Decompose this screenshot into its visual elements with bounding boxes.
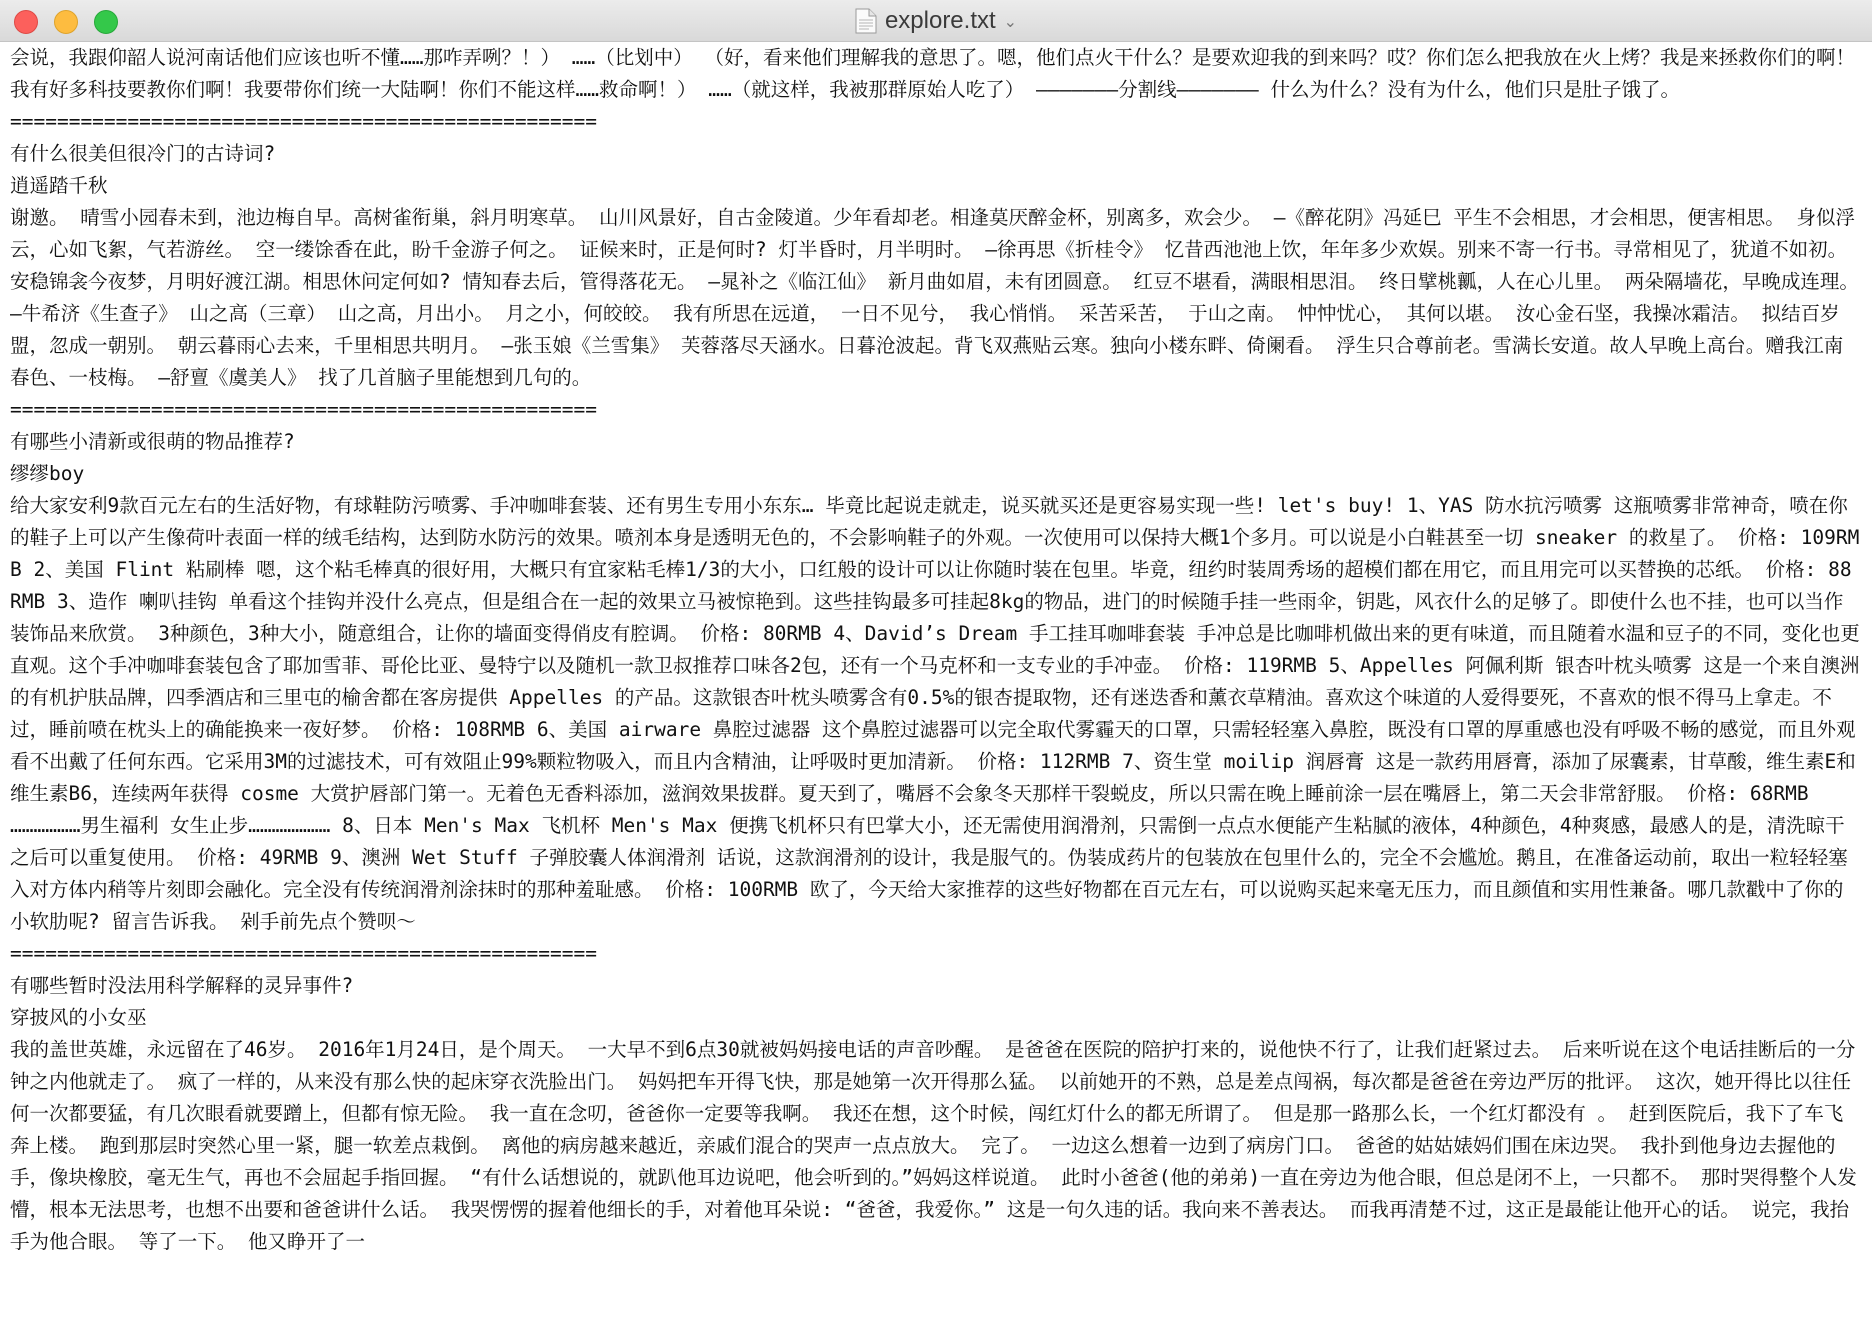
separator-line: ================================================== bbox=[10, 110, 597, 133]
question-title: 有什么很美但很冷门的古诗词? bbox=[10, 142, 276, 165]
chevron-down-icon[interactable]: ⌄ bbox=[1003, 11, 1018, 31]
answer-author: 穿披风的小女巫 bbox=[10, 1006, 147, 1029]
window-title-area[interactable] bbox=[0, 0, 1872, 42]
separator-line: ================================================== bbox=[10, 398, 597, 421]
document-text-area[interactable] bbox=[0, 42, 1872, 1330]
separator-line: ================================================== bbox=[10, 942, 597, 965]
answer-body: 给大家安利9款百元左右的生活好物，有球鞋防污喷雾、手冲咖啡套装、还有男生专用小东东… 毕竟比起说走就走，说买就买还是更容易实现一些! let's buy! 1、YAS 防水抗污喷雾 这瓶喷雾非常神奇，喷在你的鞋子上可以产生像荷叶表面一样的绒毛结构，达到防水防污的效果。喷剂本身是透明无色的，不会影响鞋子的外观。一次使用可以保持大概1个多月。可以说是小白鞋甚至一切 sneaker 的救星了。 价格: 109RMB 2、美国 Flint 粘刷棒 嗯，这个粘毛棒真的很好用，大概只有宜家粘毛棒1/3的大小，口红般的设计可以让你随时装在包里。毕竟，纽约时装周秀场的超模们都在用它，而且用完可以买替换的芯纸。 价格: 88RMB 3、造作 喇叭挂钩 单看这个挂钩并没什么亮点，但是组合在一起的效果立马被惊艳到。这些挂钩最多可挂起8kg的物品，进门的时候随手挂一些雨伞，钥匙，风衣什么的足够了。即使什么也不挂，也可以当作装饰品来欣赏。 3种颜色，3种大小，随意组合，让你的墙面变得俏皮有腔调。 价格: 80RMB 4、David’s Dream 手工挂耳咖啡套装 手冲总是比咖啡机做出来的更有味道，而且随着水温和豆子的不同，变化也更直观。这个手冲咖啡套装包含了耶加雪菲、哥伦比亚、曼特宁以及随机一款卫叔推荐口味各2包，还有一个马克杯和一支专业的手冲壶。 价格: 119RMB 5、Appelles 阿佩利斯 银杏叶枕头喷雾 这是一个来自澳洲的有机护肤品牌，四季酒店和三里屯的榆舍都在客房提供 Appelles 的产品。这款银杏叶枕头喷雾含有0.5%的银杏提取物，还有迷迭香和薰衣草精油。喜欢这个味道的人爱得要死，不喜欢的恨不得马上拿走。不过，睡前喷在枕头上的确能换来一夜好梦。 价格: 108RMB 6、美国 airware 鼻腔过滤器 这个鼻腔过滤器可以完全取代雾霾天的口罩，只需轻轻塞入鼻腔，既没有口罩的厚重感也没有呼吸不畅的感觉，而且外观看不出戴了任何东西。它采用3M的过滤技术，可有效阻止99%颗粒物吸入，而且内含精油，让呼吸时更加清新。 价格: 112RMB 7、资生堂 moilip 润唇膏 这是一款药用唇膏，添加了尿囊素，甘草酸，维生素E和维生素B6，连续两年获得 cosme 大赏护唇部门第一。无着色无香料添加，滋润效果拔群。夏天到了，嘴唇不会象冬天那样干裂蜕皮，所以只需在晚上睡前涂一层在嘴唇上，第二天会非常舒服。 价格: 68RMB ………………男生福利 女生止步………………… 8、日本 Men's Max 飞机杯 Men's Max 便携飞机杯只有巴掌大小，还无需使用润滑剂，只需倒一点点水便能产生粘腻的液体，4种颜色，4种爽感，最感人的是，清洗晾干之后可以重复使用。 价格: 49RMB 9、澳洲 Wet Stuff 子弹胶囊人体润滑剂 话说，这款润滑剂的设计，我是服气的。伪装成药片的包装放在包里什么的，完全不会尴尬。鹅且，在准备运动前，取出一粒轻轻塞入对方体内稍等片刻即会融化。完全没有传统润滑剂涂抹时的那种羞耻感。 价格: 100RMB 欧了，今天给大家推荐的这些好物都在百元左右，可以说购买起来毫无压力，而且颜值和实用性兼备。哪几款戳中了你的小软肋呢? 留言告诉我。 剁手前先点个赞呗～ bbox=[10, 494, 1860, 933]
window-title: explore.txt bbox=[884, 7, 996, 34]
text-line: 会说，我跟仰韶人说河南话他们应该也听不懂……那咋弄咧？！） ……（比划中） （好，看来他们理解我的意思了。嗯，他们点火干什么？是要欢迎我的到来吗？哎？你们怎么把我放在火上烤？我是来拯救你们的啊！我有好多科技要教你们啊！我要带你们统一大陆啊！你们不能这样……救命啊！） ……（就这样，我被那群原始人吃了） ———————分割线——————— 什么为什么？没有为什么，他们只是肚子饿了。 bbox=[10, 46, 1855, 101]
answer-author: 逍遥踏千秋 bbox=[10, 174, 108, 197]
question-title: 有哪些小清新或很萌的物品推荐? bbox=[10, 430, 295, 453]
answer-body: 谢邀。 晴雪小园春未到，池边梅自早。高树雀衔巢，斜月明寒草。 山川风景好，自古金陵道。少年看却老。相逢莫厌醉金杯，别离多，欢会少。 —《醉花阴》冯延巳 平生不会相思，才会相思，便害相思。 身似浮云，心如飞絮，气若游丝。 空一缕馀香在此，盼千金游子何之。 证候来时，正是何时? 灯半昏时，月半明时。 —徐再思《折桂令》 忆昔西池池上饮，年年多少欢娱。别来不寄一行书。寻常相见了，犹道不如初。 安稳锦衾今夜梦，月明好渡江湖。相思休问定何如? 情知春去后，管得落花无。 —晁补之《临江仙》 新月曲如眉，未有团圆意。 红豆不堪看，满眼相思泪。 终日擘桃瓤，人在心儿里。 两朵隔墙花，早晚成连理。 —牛希济《生查子》 山之高（三章） 山之高，月出小。 月之小，何皎皎。 我有所思在远道， 一日不见兮， 我心悄悄。 采苦采苦， 于山之南。 忡忡忧心， 其何以堪。 汝心金石坚，我操冰霜洁。 拟结百岁盟，忽成一朝别。 朝云暮雨心去来，千里相思共明月。 —张玉娘《兰雪集》 芙蓉落尽天涵水。日暮沧波起。背飞双燕贴云寒。独向小楼东畔、倚阑看。 浮生只合尊前老。雪满长安道。故人早晚上高台。赠我江南春色、一枝梅。 —舒亶《虞美人》 找了几首脑子里能想到几句的。 bbox=[10, 206, 1871, 389]
question-title: 有哪些暂时没法用科学解释的灵异事件? bbox=[10, 974, 354, 997]
text-document-icon bbox=[855, 8, 877, 34]
answer-author: 缪缪boy bbox=[10, 462, 85, 485]
answer-body: 我的盖世英雄，永远留在了46岁。 2016年1月24日，是个周天。 一大早不到6点30就被妈妈接电话的声音吵醒。 是爸爸在医院的陪护打来的，说他快不行了，让我们赶紧过去。 后来听说在这个电话挂断后的一分钟之内他就走了。 疯了一样的，从来没有那么快的起床穿衣洗脸出门。 妈妈把车开得飞快，那是她第一次开得那么猛。 以前她开的不熟，总是差点闯祸，每次都是爸爸在旁边严厉的批评。 这次，她开得比以往任何一次都要猛，有几次眼看就要蹭上，但都有惊无险。 我一直在念叨，爸爸你一定要等我啊。 我还在想，这个时候，闯红灯什么的都无所谓了。 但是那一路那么长，一个红灯都没有 。 赶到医院后，我下了车飞奔上楼。 跑到那层时突然心里一紧，腿一软差点栽倒。 离他的病房越来越近，亲戚们混合的哭声一点点放大。 完了。 一边这么想着一边到了病房门口。 爸爸的姑姑婊妈们围在床边哭。 我扑到他身边去握他的手，像块橡胶，毫无生气，再也不会屈起手指回握。 “有什么话想说的，就趴他耳边说吧，他会听到的。”妈妈这样说道。 此时小爸爸(他的弟弟)一直在旁边为他合眼，但总是闭不上，一只都不。 那时哭得整个人发懵，根本无法思考，也想不出要和爸爸讲什么话。 我哭愣愣的握着他细长的手，对着他耳朵说: “爸爸，我爱你。” 这是一句久违的话。我向来不善表达。 而我再清楚不过，这正是最能让他开心的话。 说完，我抬手为他合眼。 等了一下。 他又睁开了一 bbox=[10, 1038, 1857, 1253]
title-bar[interactable] bbox=[0, 0, 1872, 42]
